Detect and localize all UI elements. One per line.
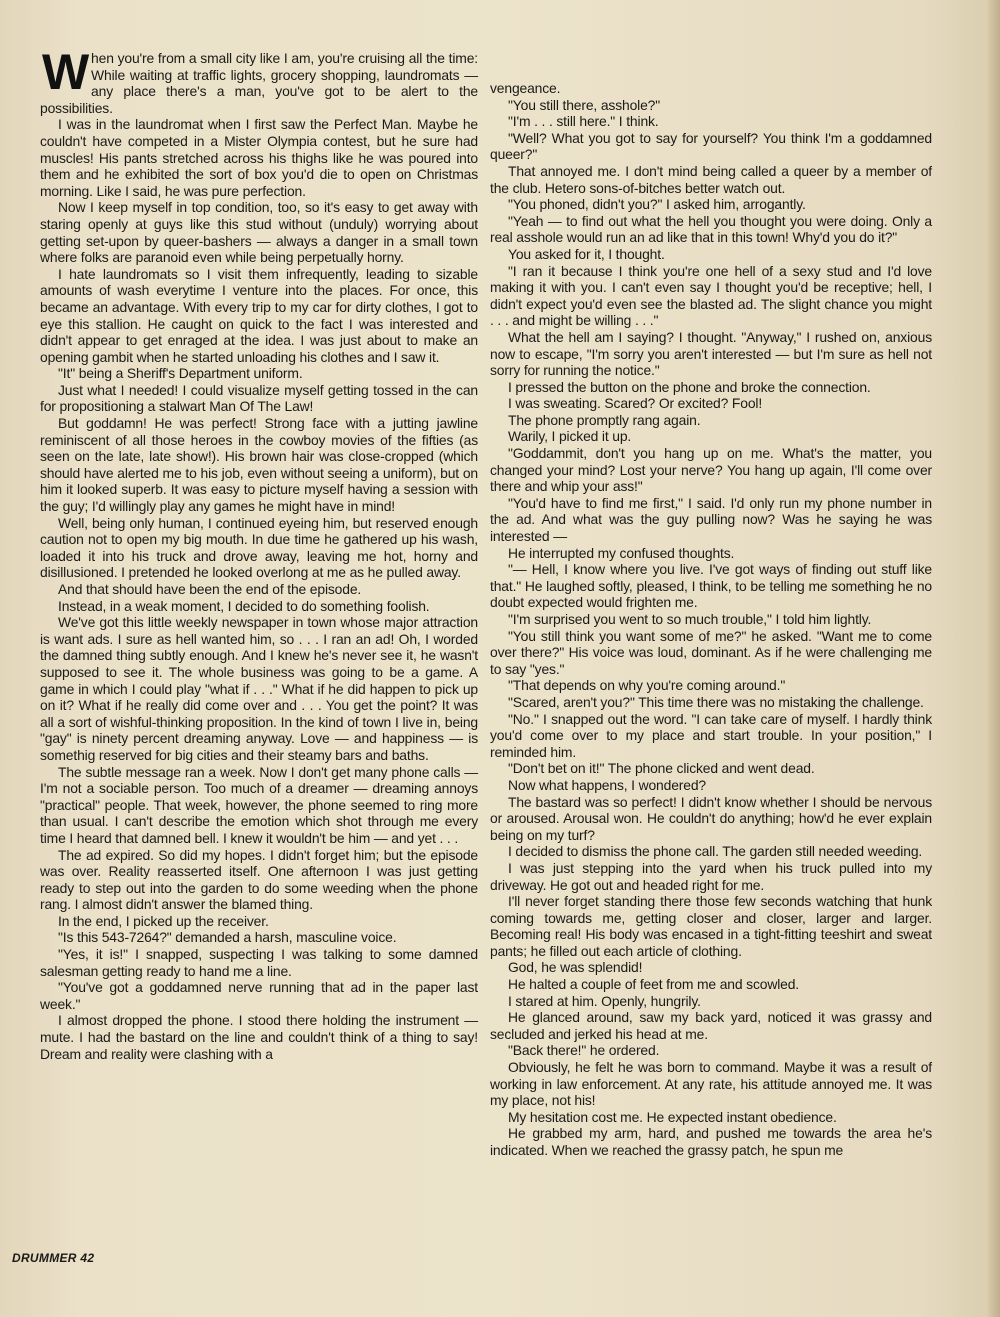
paragraph: That annoyed me. I don't mind being called a queer by a member of the club. Hetero sons-of-bitches better watch out. xyxy=(490,162,932,196)
paragraph: "You phoned, didn't you?" I asked him, arrogantly. xyxy=(508,196,806,213)
drop-cap: W xyxy=(42,44,90,100)
paragraph: "Goddammit, don't you hang up on me. What's the matter, you changed your mind? Lost your nerve? You hang up again, I'll come over there and whip your ass!" xyxy=(490,445,932,495)
paragraph: In the end, I picked up the receiver. xyxy=(58,912,269,929)
paragraph: We've got this little weekly newspaper in town whose major attraction is want ads. I sure as hell wanted him, so . . . I ran an ad! Oh, I worded the damned thing subtly enough. And I knew he's never see it, he wasn't supposed to see it. The whole business was going to be a game. A game in which I could play "what if . . ." What if he did happen to pick up on it? What if he really did come over and . . . You get the point? It was all a sort of wishful-thinking proposition. In the kind of town I live in, being "gay" is ninety percent dreaming anyway. Love — and happiness — is somethig reserved for big cities and their steamy bars and baths. xyxy=(40,614,478,763)
paragraph: The bastard was so perfect! I didn't know whether I should be nervous or aroused. Arousal won. He couldn't do anything; how'd he ever explain being on my turf? xyxy=(490,793,932,843)
paragraph: "Yeah — to find out what the hell you thought you were doing. Only a real asshole would run an ad like that in this town! Why'd you do it?" xyxy=(490,212,932,246)
paragraph: Now what happens, I wondered? xyxy=(508,776,706,793)
paragraph: "Scared, aren't you?" This time there was no mistaking the challenge. xyxy=(508,693,924,710)
paragraph: The ad expired. So did my hopes. I didn't forget him; but the episode was over. Reality reasserted itself. One afternoon I was just getting ready to step out into the garden to do some weeding when the phone rang. I almost didn't answer the blamed thing. xyxy=(40,846,478,913)
paragraph: I was sweating. Scared? Or excited? Fool! xyxy=(508,395,763,412)
paragraph: I stared at him. Openly, hungrily. xyxy=(508,992,701,1009)
paragraph: "You'd have to find me first," I said. I'd only run my phone number in the ad. And what was the guy pulling now? Was he saying he was interested — xyxy=(490,494,932,545)
paragraph: "You still think you want some of me?" he asked. "Want me to come over there?" His voice was loud, dominant. As if he were challenging me to say "yes." xyxy=(490,627,932,677)
paragraph: But goddamn! He was perfect! Strong face with a jutting jawline reminiscent of all those heroes in the cowboy movies of the fifties (as seen on the late, late show!). His brown hair was close-cropped (which should have alerted me to his job, even without seeing a uniform), but on him it looked superb. It was easy to picture myself having a session with the guy; I'd willingly play any games he might have in mind! xyxy=(40,415,478,515)
paragraph: I decided to dismiss the phone call. The garden still needed weeding. xyxy=(508,843,923,860)
paragraph: Warily, I picked it up. xyxy=(508,428,632,445)
right-column xyxy=(490,80,932,1159)
paragraph: I hate laundromats so I visit them infrequently, leading to sizable amounts of wash everytime I venture into the places. For once, this became an advantage. With every trip to my car for dirty clothes, I got to eye this stallion. He caught on quick to the fact I was interested and didn't appear to get enraged at the idea. I was just about to make an opening gambit when he started unloading his clothes and I saw it. xyxy=(40,265,478,365)
paragraph: "You still there, asshole?" xyxy=(508,96,661,113)
paragraph: What the hell am I saying? I thought. "Anyway," I rushed on, anxious now to escape, "I'm sorry you aren't interested — but I'm sure as hell not sorry for running the notice." xyxy=(490,328,932,379)
paragraph-text: hen you're from a small city like I am, you're cruising all the time: While waiting at traffic lights, grocery shopping, laundromats — any place there's a man, you've got to be alert to the possibilities. xyxy=(40,50,478,116)
paragraph: He grabbed my arm, hard, and pushed me towards the area he's indicated. When we reached the grassy patch, he spun me xyxy=(490,1125,932,1158)
page-folio: DRUMMER 42 xyxy=(12,1251,95,1265)
paragraph: "Back there!" he ordered. xyxy=(508,1042,660,1059)
paragraph: I almost dropped the phone. I stood there holding the instrument — mute. I had the bastard on the line and couldn't think of a thing to say! Dream and reality were clashing with a xyxy=(40,1012,478,1062)
paragraph: "— Hell, I know where you live. I've got ways of finding out stuff like that." He laughed softly, pleased, I think, to be telling me something he no doubt expected would frighten me. xyxy=(490,561,932,611)
paragraph: The subtle message ran a week. Now I don't get many phone calls — I'm not a sociable person. Too much of a dreamer — dreaming annoys "practical" people. That week, however, the phone seemed to ring more than usual. I can't describe the emotion which shot through me every time I heard that damned bell. I knew it wouldn't be him — and yet . . . xyxy=(40,763,478,846)
paragraph: "Don't bet on it!" The phone clicked and went dead. xyxy=(508,760,815,777)
paragraph: And that should have been the end of the episode. xyxy=(58,581,362,597)
paragraph: "I'm surprised you went to so much trouble," I told him lightly. xyxy=(508,611,872,627)
paragraph: "Is this 543-7264?" demanded a harsh, masculine voice. xyxy=(58,929,397,946)
paragraph: Obviously, he felt he was born to command. Maybe it was a result of working in law enforcement. At any rate, his attitude annoyed me. It was my place, not his! xyxy=(490,1059,932,1109)
paragraph: "It" being a Sheriff's Department uniform. xyxy=(58,365,303,382)
paragraph: "No." I snapped out the word. "I can take care of myself. I hardly think you'd come over to my place and start trouble. In your position," I reminded him. xyxy=(490,710,932,760)
paragraph: He interrupted my confused thoughts. xyxy=(508,544,735,561)
paragraph: The phone promptly rang again. xyxy=(508,411,701,428)
paragraph-continued: vengeance. xyxy=(490,80,561,96)
paragraph: My hesitation cost me. He expected instant obedience. xyxy=(508,1108,837,1125)
page-edge xyxy=(988,0,1000,1317)
paragraph: I was just stepping into the yard when his truck pulled into my driveway. He got out and headed right for me. xyxy=(490,859,932,893)
paragraph: Just what I needed! I could visualize myself getting tossed in the can for propositioning a stalwart Man Of The Law! xyxy=(40,381,478,415)
paragraph: I'll never forget standing there those few seconds watching that hunk coming towards me, getting closer and closer, larger and larger. Becoming real! His body was encased in a tight-fitting teeshirt and sweat pants; he filled out each article of clothing. xyxy=(490,893,932,959)
paragraph: I was in the laundromat when I first saw the Perfect Man. Maybe he couldn't have competed in a Mister Olympia contest, but he sure had muscles! His pants stretched across his thighs like he was poured into them and he exhibited the sort of box you'd die to open on Christmas morning. Like I said, he was pure perfection. xyxy=(40,116,478,199)
paragraph: "I'm . . . still here." I think. xyxy=(508,113,659,130)
paragraph: Well, being only human, I continued eyeing him, but reserved enough caution not to open my big mouth. In due time he gathered up his wash, loaded it into his truck and drove away, leaving me hot, horny and disillusioned. I pretended he looked overlong at me as he pulled away. xyxy=(40,514,478,581)
paragraph: I pressed the button on the phone and broke the connection. xyxy=(508,378,871,395)
paragraph: "I ran it because I think you're one hell of a sexy stud and I'd love making it with you. I can't even say I thought you'd be receptive; hell, I didn't expect you'd even see the blasted ad. The slight chance you might . . . and might be willing . . ." xyxy=(490,262,932,329)
paragraph: Instead, in a weak moment, I decided to do something foolish. xyxy=(58,597,430,614)
paragraph: God, he was splendid! xyxy=(508,959,643,976)
paragraph: "Well? What you got to say for yourself? You think I'm a goddamned queer?" xyxy=(490,129,932,163)
paragraph: "Yes, it is!" I snapped, suspecting I was talking to some damned salesman getting ready to hand me a line. xyxy=(40,946,478,979)
paragraph: He halted a couple of feet from me and scowled. xyxy=(508,976,799,993)
paragraph: "You've got a goddamned nerve running that ad in the paper last week." xyxy=(40,979,478,1012)
paragraph: Now I keep myself in top condition, too, so it's easy to get away with staring openly at guys like this stud without (unduly) worrying about getting set-upon by queer-bashers — always a danger in a small town where folks are paranoid even while being perpetually horny. xyxy=(40,199,478,266)
paragraph: You asked for it, I thought. xyxy=(508,245,665,262)
opening-paragraph xyxy=(40,44,478,116)
paragraph: "That depends on why you're coming around." xyxy=(508,677,786,694)
paragraph: He glanced around, saw my back yard, noticed it was grassy and secluded and jerked his head at me. xyxy=(490,1009,932,1042)
left-column xyxy=(40,44,478,1062)
